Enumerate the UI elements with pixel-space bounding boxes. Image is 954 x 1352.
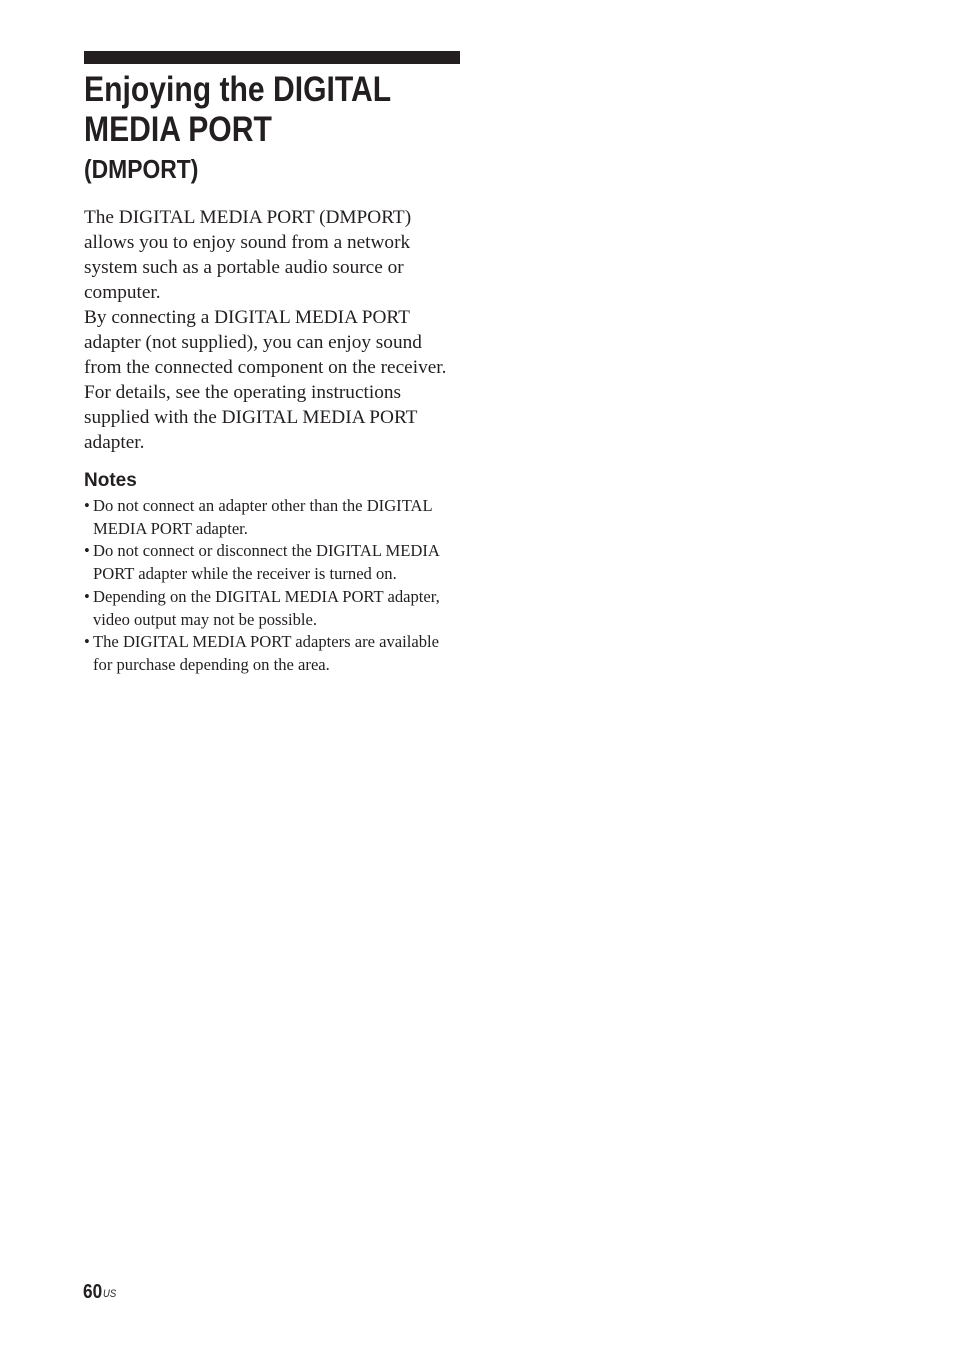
bullet-icon: • bbox=[84, 541, 90, 561]
body-paragraph: By connecting a DIGITAL MEDIA PORT adapter (not supplied), you can enjoy sound from the connected component on the receiver. bbox=[84, 307, 447, 378]
main-column bbox=[84, 51, 460, 677]
body-text bbox=[84, 205, 460, 455]
note-text: Do not connect or disconnect the DIGITAL MEDIA PORT adapter while the receiver is turned on. bbox=[93, 541, 439, 584]
section-rule bbox=[84, 51, 460, 64]
bullet-icon: • bbox=[84, 586, 90, 606]
page-subtitle: (DMPORT) bbox=[84, 154, 199, 184]
notes-heading: Notes bbox=[84, 470, 137, 491]
page-number bbox=[83, 1280, 116, 1304]
note-item bbox=[84, 495, 460, 540]
note-text: The DIGITAL MEDIA PORT adapters are available for purchase depending on the area. bbox=[93, 632, 440, 674]
notes-list bbox=[84, 495, 460, 677]
note-text: Do not connect an adapter other than the DIGITAL MEDIA PORT adapter. bbox=[93, 496, 433, 538]
bullet-icon: • bbox=[84, 496, 90, 515]
page-title bbox=[84, 70, 460, 150]
page-number-value: 60 bbox=[83, 1281, 103, 1303]
note-item bbox=[84, 540, 460, 585]
note-item bbox=[84, 631, 460, 676]
page-region: US bbox=[102, 1288, 117, 1300]
body-paragraph: The DIGITAL MEDIA PORT (DMPORT) allows you to enjoy sound from a network system such as a portable audio source or computer. bbox=[84, 207, 412, 303]
page-title-line-1: Enjoying the DIGITAL bbox=[84, 70, 392, 109]
note-item bbox=[84, 586, 460, 631]
page-title-line-2: MEDIA PORT bbox=[84, 110, 272, 149]
body-paragraph: For details, see the operating instructions supplied with the DIGITAL MEDIA PORT adapter. bbox=[84, 382, 418, 453]
bullet-icon: • bbox=[84, 632, 90, 652]
note-text: Depending on the DIGITAL MEDIA PORT adapter, video output may not be possible. bbox=[93, 586, 440, 629]
